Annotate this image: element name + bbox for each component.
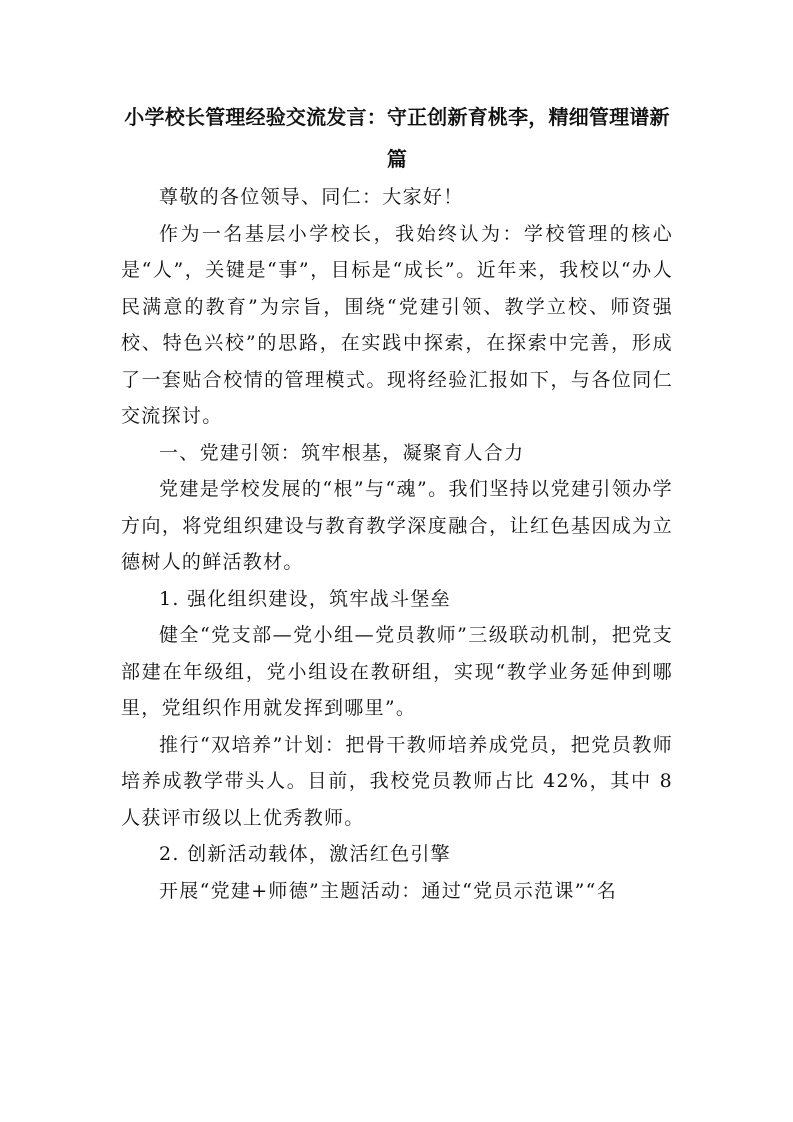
intro-paragraph: 作为一名基层小学校长，我始终认为：学校管理的核心是“人”，关键是“事”，目标是“成长”。近年来，我校以“办人民满意的教育”为宗旨，围绕“党建引领、教学立校、师资强校、特色兴校”的思路，在实践中探索，在探索中完善，形成了一套贴合校情的管理模式。现将经验汇报如下，与各位同仁交流探讨。 [121, 222, 673, 427]
document-content [121, 96, 673, 909]
subsection-1-paragraph-1: 健全“党支部—党小组—党员教师”三级联动机制，把党支部建在年级组，党小组设在教研组，实现“教学业务延伸到哪里，党组织作用就发挥到哪里”。 [121, 624, 673, 719]
subsection-1-paragraph-2: 推行“双培养”计划：把骨干教师培养成党员，把党员教师培养成教学带头人。目前，我校党员教师占比 42%，其中 8 人获评市级以上优秀教师。 [121, 733, 673, 829]
subsection-1-heading: 1. 强化组织建设，筑牢战斗堡垒 [159, 587, 451, 610]
section-1-heading: 一、党建引领：筑牢根基，凝聚育人合力 [159, 441, 525, 464]
document-title: 小学校长管理经验交流发言：守正创新育桃李，精细管理谱新篇 [124, 105, 670, 171]
section-1-body: 党建是学校发展的“根”与“魂”。我们坚持以党建引领办学方向，将党组织建设与教育教学深度融合，让红色基因成为立德树人的鲜活教材。 [121, 478, 673, 573]
subsection-2-heading: 2. 创新活动载体，激活红色引擎 [159, 843, 451, 865]
subsection-2-paragraph-1: 开展“党建+师德”主题活动：通过“党员示范课”“名 [159, 879, 617, 902]
greeting-paragraph: 尊敬的各位领导、同仁：大家好！ [159, 186, 464, 208]
